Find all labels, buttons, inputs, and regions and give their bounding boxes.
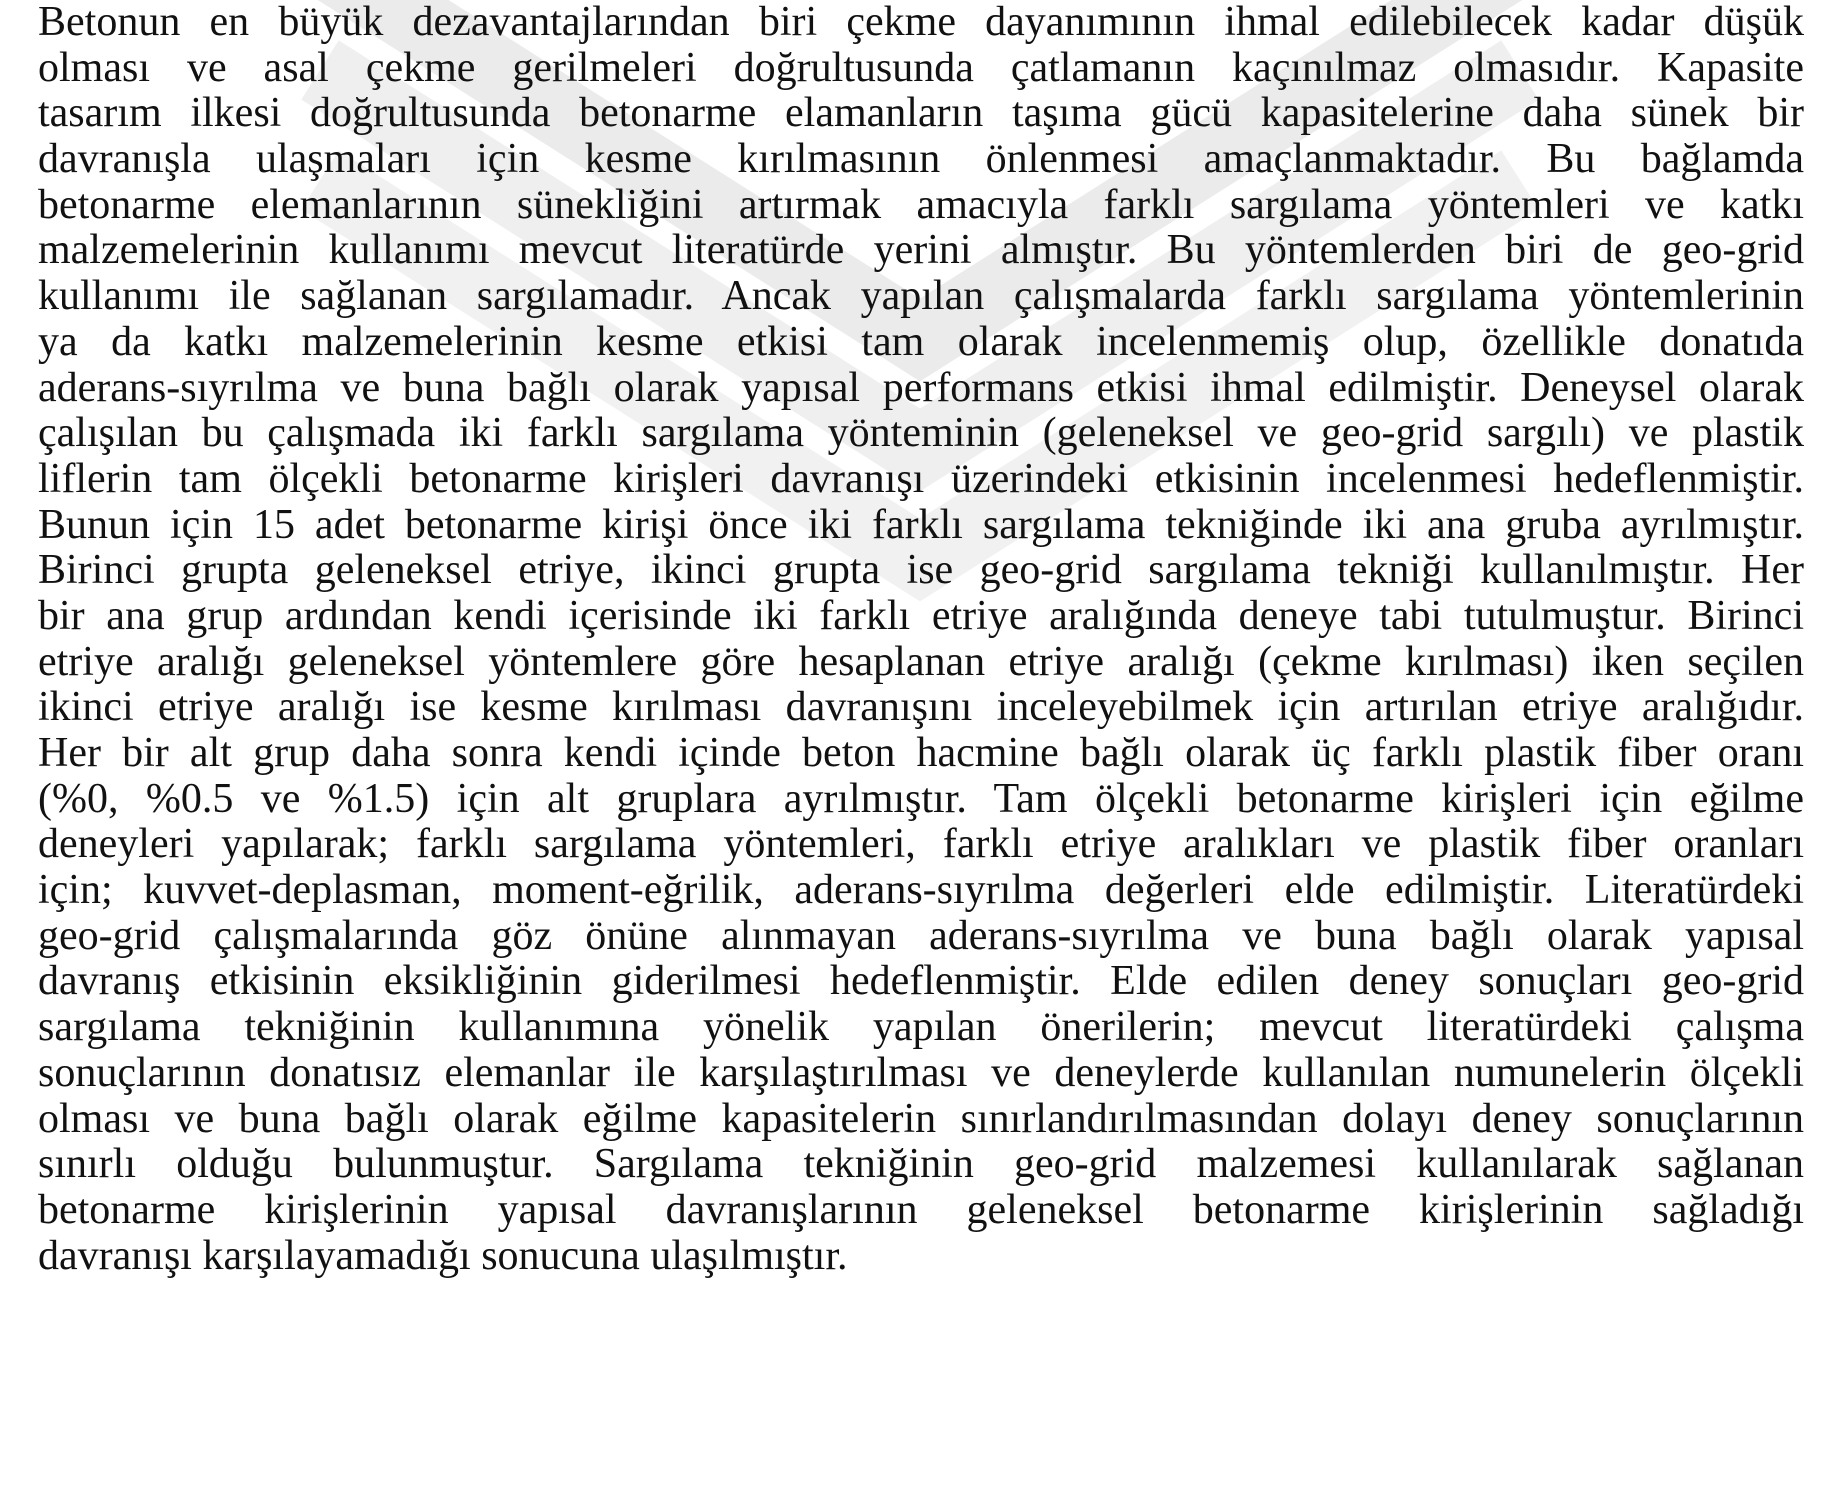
text-line-25: olması ve buna bağlı olarak eğilme kapasitelerin sınırlandırılmasından dolayı deney sonuçlarının <box>38 1096 1804 1142</box>
text-line-11: liflerin tam ölçekli betonarme kirişleri davranışı üzerindeki etkisinin incelenmesi hedeflenmiştir. <box>38 456 1804 502</box>
text-line-15: etriye aralığı geleneksel yöntemlere göre hesaplanan etriye aralığı (çekme kırılması) iken seçilen <box>38 639 1804 685</box>
text-line-21: geo-grid çalışmalarında göz önüne alınmayan aderans-sıyrılma ve buna bağlı olarak yapısal <box>38 913 1804 959</box>
text-line-9: aderans-sıyrılma ve buna bağlı olarak yapısal performans etkisi ihmal edilmiştir. Deneysel olarak <box>38 365 1804 411</box>
abstract-paragraph <box>38 0 1804 1279</box>
text-line-10: çalışılan bu çalışmada iki farklı sargılama yönteminin (geleneksel ve geo-grid sargılı) ve plastik <box>38 411 1804 457</box>
text-line-5: betonarme elemanlarının sünekliğini artırmak amacıyla farklı sargılama yöntemleri ve katkı <box>38 182 1804 228</box>
text-line-7: kullanımı ile sağlanan sargılamadır. Ancak yapılan çalışmalarda farklı sargılama yöntemlerinin <box>38 274 1804 320</box>
text-line-20: için; kuvvet-deplasman, moment-eğrilik, aderans-sıyrılma değerleri elde edilmiştir. Literatürdeki <box>38 868 1804 914</box>
text-line-19: deneyleri yapılarak; farklı sargılama yöntemleri, farklı etriye aralıkları ve plastik fiber oranları <box>38 822 1804 868</box>
text-line-18: (%0, %0.5 ve %1.5) için alt gruplara ayrılmıştır. Tam ölçekli betonarme kirişleri için eğilme <box>38 776 1804 822</box>
text-line-8: ya da katkı malzemelerinin kesme etkisi tam olarak incelenmemiş olup, özellikle donatıda <box>38 319 1804 365</box>
text-line-14: bir ana grup ardından kendi içerisinde iki farklı etriye aralığında deneye tabi tutulmuştur. Birinci <box>38 593 1804 639</box>
text-line-23: sargılama tekniğinin kullanımına yönelik yapılan önerilerin; mevcut literatürdeki çalışma <box>38 1005 1804 1051</box>
text-line-26: sınırlı olduğu bulunmuştur. Sargılama tekniğinin geo-grid malzemesi kullanılarak sağlanan <box>38 1142 1804 1188</box>
text-line-28: davranışı karşılayamadığı sonucuna ulaşılmıştır. <box>38 1233 848 1279</box>
text-line-3: tasarım ilkesi doğrultusunda betonarme elamanların taşıma gücü kapasitelerine daha sünek bir <box>38 91 1804 137</box>
text-line-2: olması ve asal çekme gerilmeleri doğrultusunda çatlamanın kaçınılmaz olmasıdır. Kapasite <box>38 45 1804 91</box>
text-line-17: Her bir alt grup daha sonra kendi içinde beton hacmine bağlı olarak üç farklı plastik fiber oranı <box>38 731 1804 776</box>
document-page <box>38 0 1804 1503</box>
text-line-1: Betonun en büyük dezavantajlarından biri çekme dayanımının ihmal edilebilecek kadar düşük <box>38 0 1804 45</box>
text-line-24: sonuçlarının donatısız elemanlar ile karşılaştırılması ve deneylerde kullanılan numunelerin ölçekli <box>38 1050 1804 1096</box>
text-line-12: Bunun için 15 adet betonarme kirişi önce iki farklı sargılama tekniğinde iki ana gruba ayrılmıştır. <box>38 502 1804 548</box>
text-line-4: davranışla ulaşmaları için kesme kırılmasının önlenmesi amaçlanmaktadır. Bu bağlamda <box>38 137 1804 183</box>
text-line-13: Birinci grupta geleneksel etriye, ikinci grupta ise geo-grid sargılama tekniği kullanılmıştır. Her <box>38 548 1804 594</box>
text-line-27: betonarme kirişlerinin yapısal davranışlarının geleneksel betonarme kirişlerinin sağladığı <box>38 1187 1804 1233</box>
text-line-6: malzemelerinin kullanımı mevcut literatürde yerini almıştır. Bu yöntemlerden biri de geo-grid <box>38 228 1804 274</box>
text-line-22: davranış etkisinin eksikliğinin giderilmesi hedeflenmiştir. Elde edilen deney sonuçları geo-grid <box>38 959 1804 1005</box>
text-line-16: ikinci etriye aralığı ise kesme kırılması davranışını inceleyebilmek için artırılan etriye aralığıdır. <box>38 685 1804 731</box>
